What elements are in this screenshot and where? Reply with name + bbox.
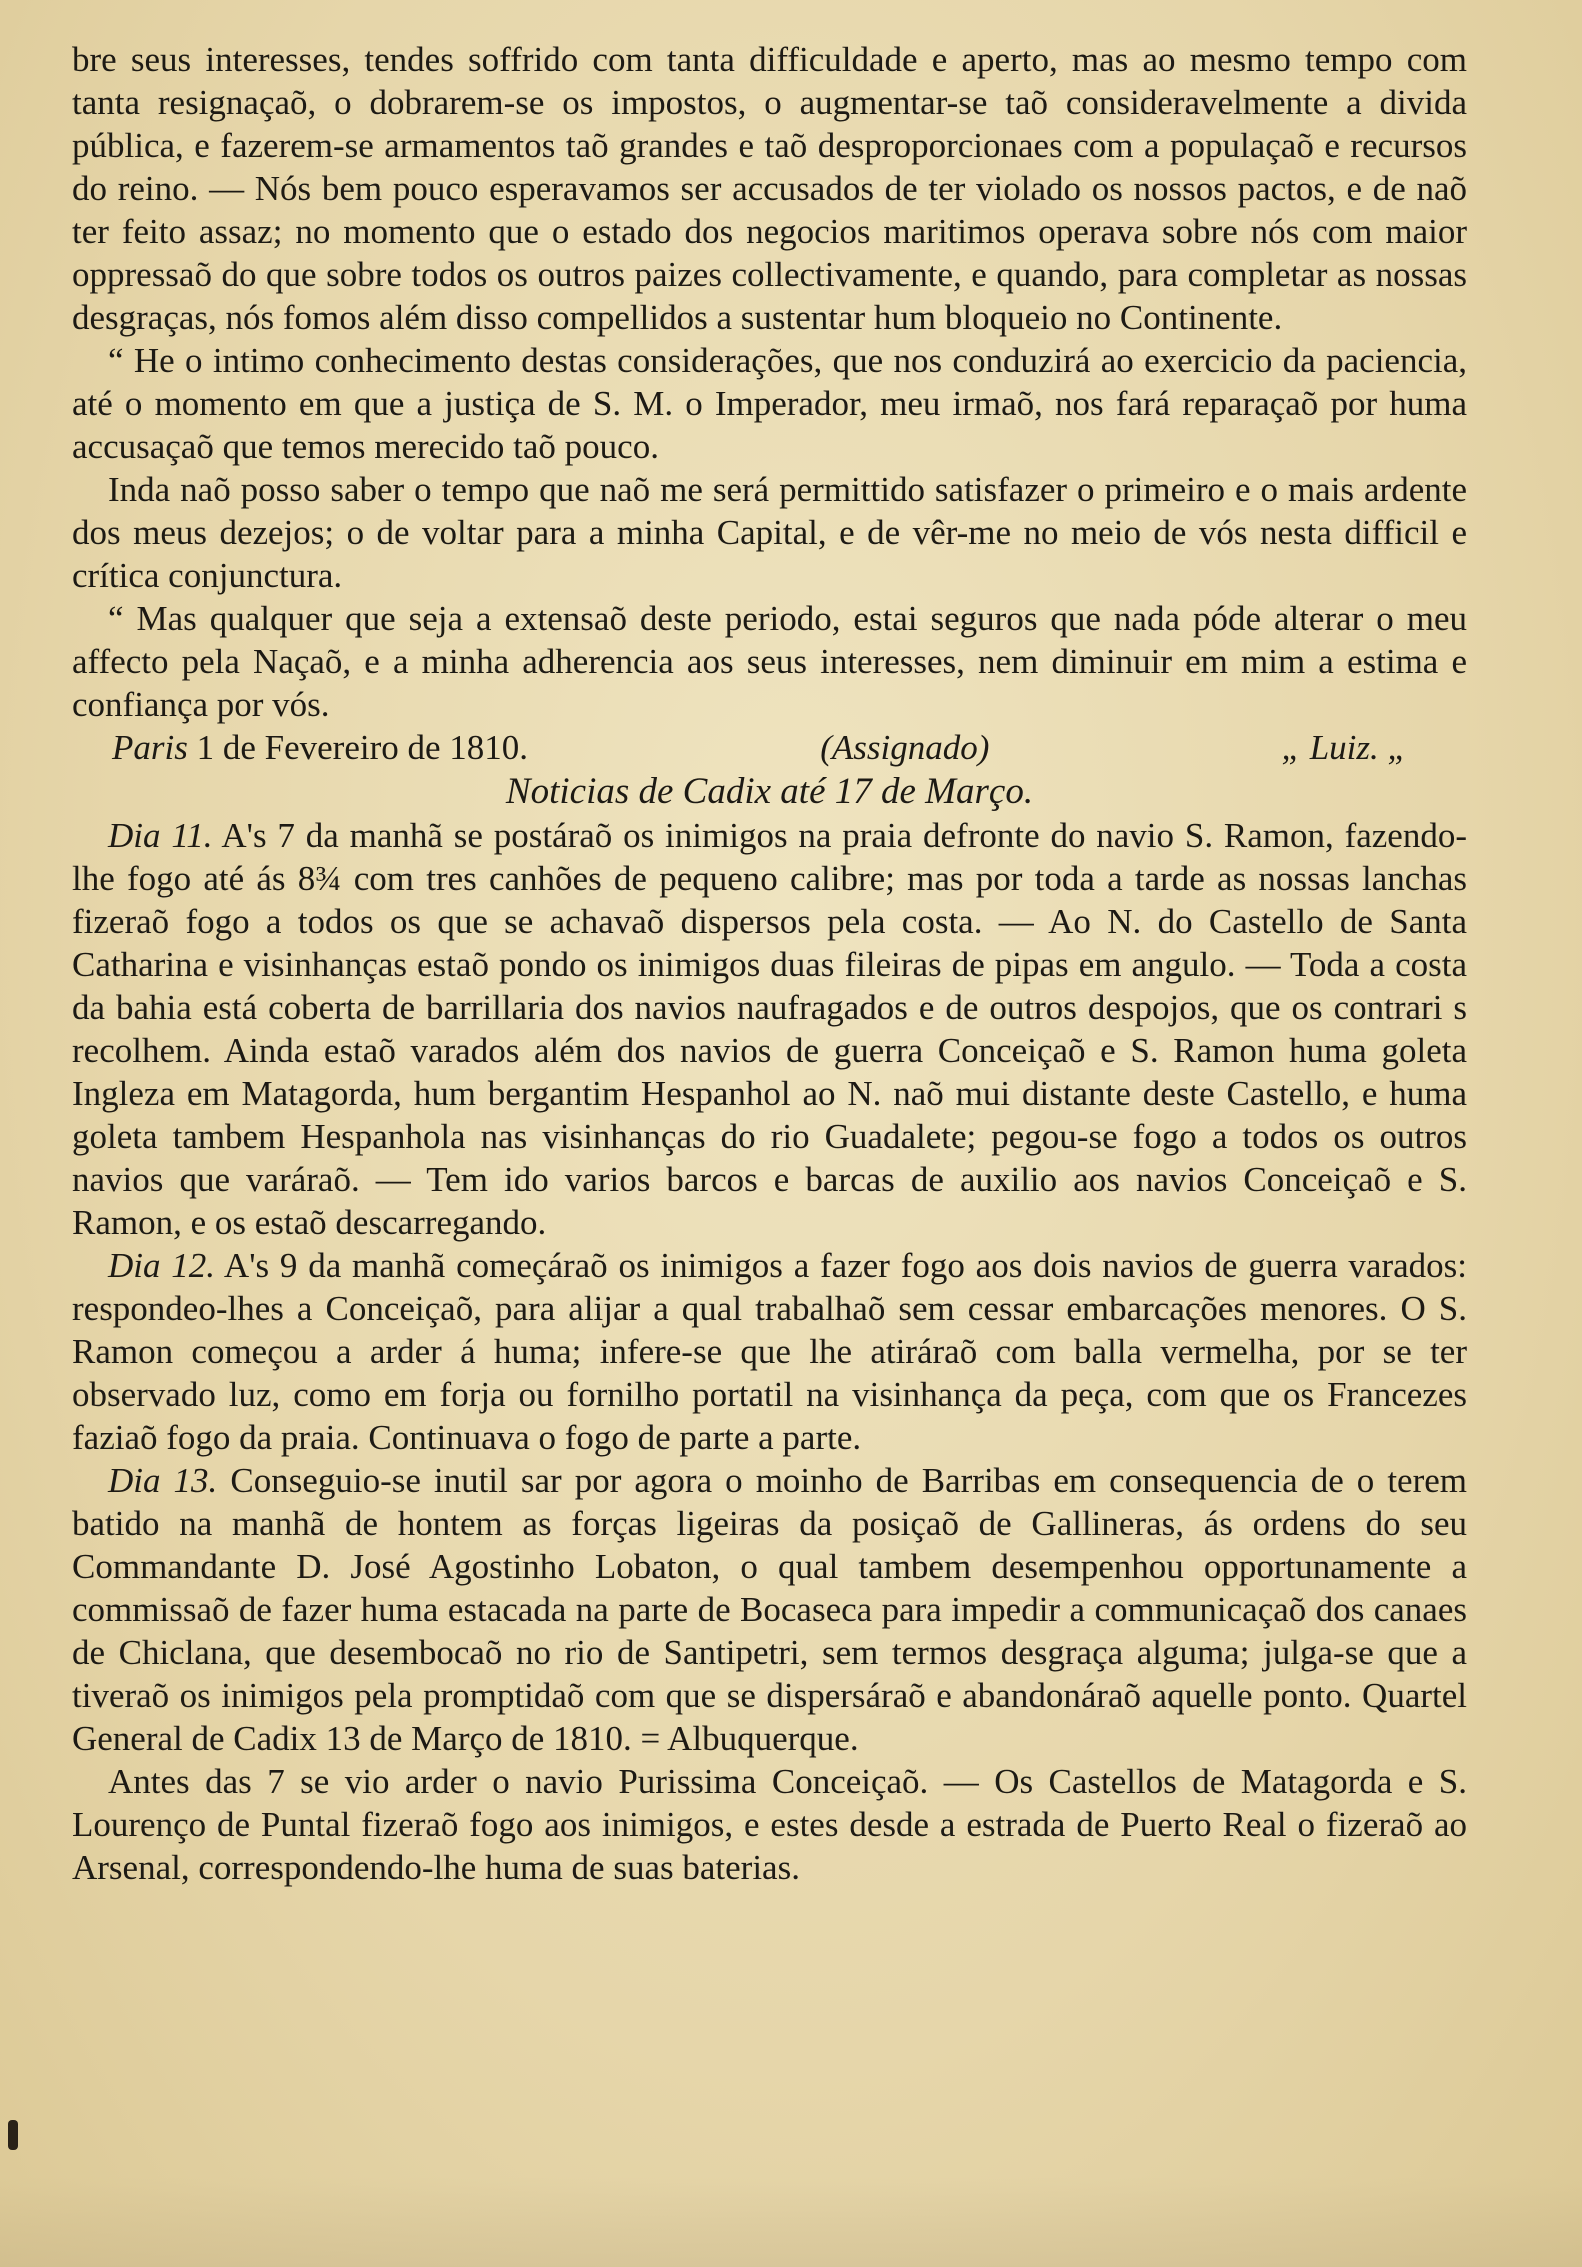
news-day-label: Dia 13. [108, 1461, 218, 1500]
news-day-text: Conseguio-se inutil sar por agora o moinho de Barribas em consequencia de o terem batido na manhã de hontem as forças ligeiras da posiçaõ de Gallineras, ás ordens do seu Commandante D. José Agostinho Lobaton, o qual tambem desempenhou opportunamente a commissaõ de fazer huma estacada na parte de Bocaseca para impedir a communicaçaõ dos canaes de Chiclana, que desembocaõ no rio de Santipetri, sem termos desgraça alguma; julga-se que a tiveraõ os inimigos pela promptidaõ com que se dispersáraõ e abandonáraõ aquelle ponto. Quartel General de Cadix 13 de Março de 1810. = Albuquerque. [72, 1461, 1468, 1758]
news-heading: Noticias de Cadix até 17 de Março. [505, 771, 1034, 812]
signature-name: „ Luiz. „ [1281, 728, 1407, 767]
news-day-text: Antes das 7 se vio arder o navio Purissima Conceiçaõ. — Os Castellos de Matagorda e S. Lourenço de Puntal fizeraõ fogo aos inimigos, e estes desde a estrada de Puerto Real o fizeraõ ao Arsenal, correspondendo-lhe huma de suas baterias. [72, 1762, 1467, 1887]
signature-place-date [112, 726, 528, 770]
document-page [72, 38, 1467, 1889]
news-day-text: A's 7 da manhã se postáraõ os inimigos na praia defronte do navio S. Ramon, fazendo-lhe fogo até ás 8¾ com tres canhões de pequeno calibre; mas por toda a tarde as nossas lanchas fizeraõ fogo a todos os que se achavaõ dispersos pela costa. — Ao N. do Castello de Santa Catharina e visinhanças estaõ pondo os inimigos duas fileiras de pipas em angulo. — Toda a costa da bahia está coberta de barrillaria dos navios naufragados e de outros despojos, que os contrari s recolhem. Ainda estaõ varados além dos navios de guerra Conceiçaõ e S. Ramon huma goleta Ingleza em Matagorda, hum bergantim Hespanhol ao N. naõ mui distante deste Castello, e huma goleta tambem Hespanhola nas visinhanças do rio Guadalete; pegou-se fogo a todos os outros navios que varáraõ. — Tem ido varios barcos e barcas de auxilio aos navios Conceiçaõ e S. Ramon, e os estaõ descarregando. [72, 816, 1467, 1242]
news-day-label: Dia 12. [108, 1246, 216, 1285]
paragraph-patience: “ He o intimo conhecimento destas considerações, que nos conduzirá ao exercicio da paciencia, até o momento em que a justiça de S. M. o Imperador, meu irmaõ, nos fará reparaçaõ por huma accusaçaõ que temos merecido taõ pouco. [72, 341, 1467, 466]
news-day-13 [72, 1459, 1467, 1760]
signature-signed: (Assignado) [820, 728, 990, 767]
signature-place: Paris [112, 728, 188, 767]
news-day-text: A's 9 da manhã começáraõ os inimigos a fazer fogo aos dois navios de guerra varados: respondeo-lhes a Conceiçaõ, para alijar a qual trabalhaõ sem cessar embarcações menores. O S. Ramon começou a arder á huma; infere-se que lhe atiráraõ com balla vermelha, por se ter observado luz, como em forja ou fornilho portatil na visinhança da peça, com que os Francezes faziaõ fogo da praia. Continuava o fogo de parte a parte. [72, 1246, 1467, 1457]
news-day-label: Dia 11. [108, 816, 213, 855]
news-day-11 [72, 814, 1467, 1244]
paper-shadow [0, 2177, 1582, 2267]
paragraph-affection: “ Mas qualquer que seja a extensaõ deste periodo, estai seguros que nada póde alterar o meu affecto pela Naçaõ, e a minha adherencia aos seus interesses, nem diminuir em mim a estima e confiança por vós. [72, 599, 1467, 724]
news-day-12 [72, 1244, 1467, 1459]
paragraph-opening: bre seus interesses, tendes soffrido com tanta difficuldade e aperto, mas ao mesmo tempo com tanta resignaçaõ, o dobrarem-se os impostos, o augmentar-se taõ consideravelmente a divida pública, e fazerem-se armamentos taõ grandes e taõ desproporcionaes com a populaçaõ e recursos do reino. — Nós bem pouco esperavamos ser accusados de ter violado os nossos pactos, e de naõ ter feito assaz; no momento que o estado dos negocios maritimos operava sobre nós com maior oppressaõ do que sobre todos os outros paizes collectivamente, e quando, para completar as nossas desgraças, nós fomos além disso compellidos a sustentar hum bloqueio no Continente. [72, 40, 1467, 337]
paragraph-return-capital: Inda naõ posso saber o tempo que naõ me será permittido satisfazer o primeiro e o mais ardente dos meus dezejos; o de voltar para a minha Capital, e de vêr-me no meio de vós nesta difficil e crítica conjunctura. [72, 470, 1467, 595]
signature-date: 1 de Fevereiro de 1810. [196, 728, 529, 767]
signature-line [72, 726, 1467, 770]
page-edge-mark [8, 2120, 18, 2150]
news-final-paragraph [72, 1760, 1467, 1889]
